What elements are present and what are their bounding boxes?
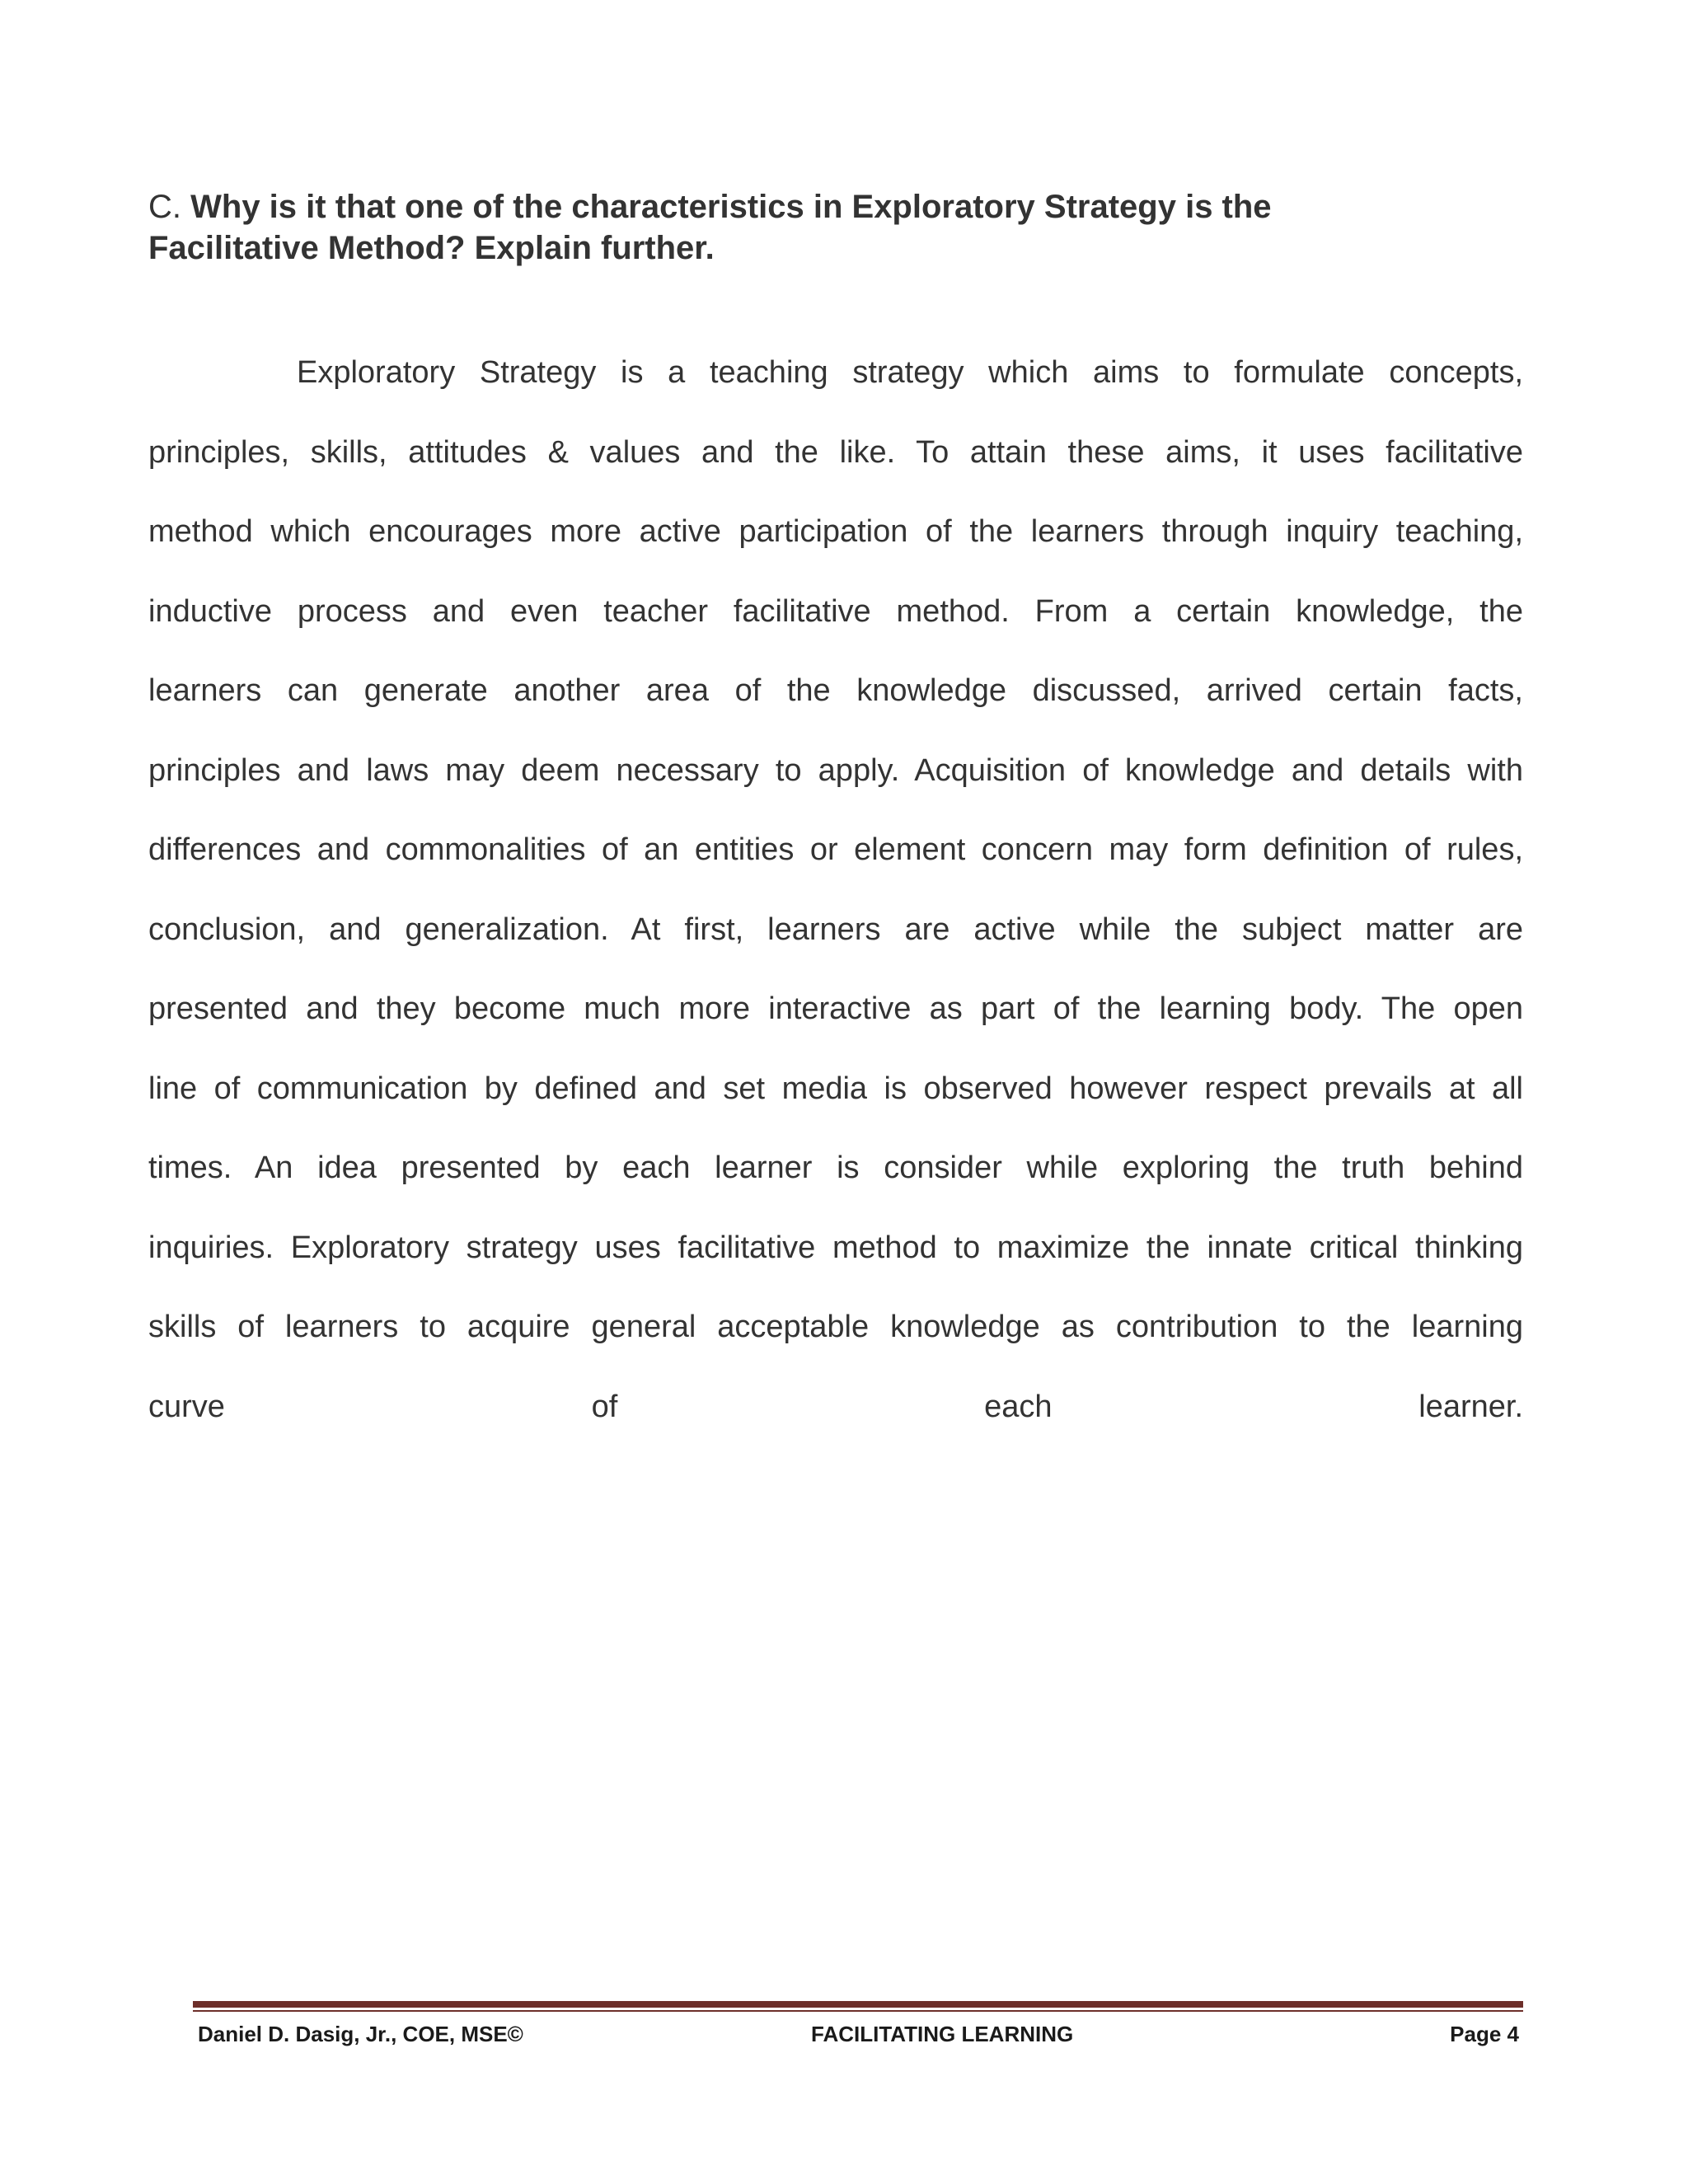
paragraph-line: method which encourages more active participation of the learners through inquiry teaching, — [148, 514, 1523, 549]
paragraph-line: times. An idea presented by each learner is consider while exploring the truth behind — [148, 1151, 1523, 1185]
paragraph-line: principles and laws may deem necessary to apply. Acquisition of knowledge and details with — [148, 752, 1523, 788]
paragraph-line: inquiries. Exploratory strategy uses facilitative method to maximize the innate critical thinking — [148, 1230, 1523, 1265]
question-heading — [148, 186, 1533, 269]
paragraph-line: differences and commonalities of an entities or element concern may form definition of rules, — [148, 832, 1523, 867]
answer-paragraph — [148, 333, 1523, 1446]
question-label: C. — [148, 189, 191, 225]
paragraph-line: line of communication by defined and set media is observed however respect prevails at all — [148, 1071, 1523, 1106]
footer-page-number: Page 4 — [1450, 2022, 1519, 2046]
paragraph-line: Exploratory Strategy is a teaching strategy which aims to formulate concepts, — [297, 355, 1523, 390]
paragraph-line: principles, skills, attitudes & values and the like. To attain these aims, it uses facilitative — [148, 434, 1523, 470]
footer-divider-thick — [193, 2001, 1523, 2008]
footer-author: Daniel D. Dasig, Jr., COE, MSE© — [198, 2022, 523, 2046]
paragraph-line: presented and they become much more interactive as part of the learning body. The open — [148, 991, 1523, 1026]
page-footer — [198, 2018, 1519, 2050]
footer-divider-thin — [193, 2010, 1523, 2012]
paragraph-line: skills of learners to acquire general acceptable knowledge as contribution to the learning — [148, 1310, 1523, 1344]
paragraph-line: conclusion, and generalization. At first, learners are active while the subject matter are — [148, 912, 1523, 947]
footer-divider — [193, 2001, 1523, 2012]
paragraph-line: curve of each learner. — [148, 1389, 1523, 1424]
question-text-line1: Why is it that one of the characteristics in Exploratory Strategy is the — [190, 189, 1272, 225]
paragraph-line: learners can generate another area of the knowledge discussed, arrived certain facts, — [148, 673, 1523, 708]
footer-title: FACILITATING LEARNING — [811, 2022, 1074, 2046]
question-text-line2: Facilitative Method? Explain further. — [148, 230, 715, 266]
paragraph-line: inductive process and even teacher facilitative method. From a certain knowledge, the — [148, 593, 1523, 629]
